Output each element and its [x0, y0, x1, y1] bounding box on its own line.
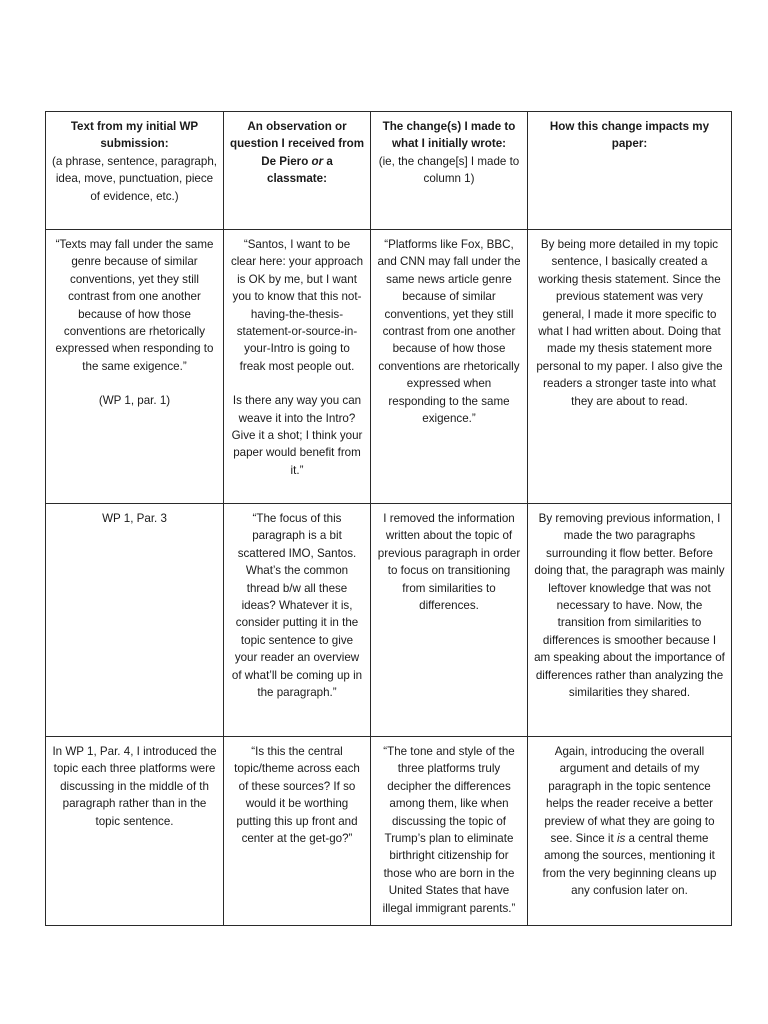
feedback-text-continued: Is there any way you can weave it into the Intro? Give it a shot; I think your paper would benefit from it.” — [231, 394, 363, 477]
impact-text-end: a central theme among the sources, mentioning it from the very beginning cleans up any confusion later on. — [542, 832, 717, 898]
original-citation: (WP 1, par. 1) — [98, 394, 171, 408]
cell-feedback — [224, 504, 371, 737]
cell-original — [46, 230, 224, 504]
header-changes — [371, 112, 528, 230]
cell-change — [371, 230, 528, 504]
header-observation-title-italic: or — [311, 154, 324, 168]
table-row — [46, 737, 732, 926]
original-text: “Texts may fall under the same genre because of similar conventions, yet they still contrast from one another because of how those conventions are rhetorically expressed when responding to the same exigence.” — [55, 238, 214, 373]
cell-feedback — [224, 737, 371, 926]
change-text: “The tone and style of the three platforms truly decipher the differences among them, like when discussing the topic of Trump’s plan to eliminate birthright citizenship for those who are born in the United States that have illegal immigrant parents.” — [382, 745, 516, 915]
header-initial-text — [46, 112, 224, 230]
cell-impact — [528, 230, 732, 504]
feedback-text: “Santos, I want to be clear here: your approach is OK by me, but I want you to know that this not-having-the-thesis-statement-or-source-in-your-Intro is going to freak most people out. — [230, 238, 364, 373]
impact-text-italic: is — [616, 832, 626, 846]
original-text: In WP 1, Par. 4, I introduced the topic each three platforms were discussing in the middle of th paragraph rather than in the topic sentence. — [52, 745, 217, 828]
header-observation-title-start: An observation or question I received from De Piero — [230, 120, 365, 168]
cell-feedback — [224, 230, 371, 504]
table-row — [46, 504, 732, 737]
impact-text — [534, 743, 725, 900]
cell-original — [46, 504, 224, 737]
change-text: I removed the information written about the topic of previous paragraph in order to focus on transitioning from similarities to differences. — [377, 512, 521, 613]
table-header-row — [46, 112, 732, 230]
header-changes-note: (ie, the change[s] I made to column 1) — [378, 154, 520, 186]
header-observation — [224, 112, 371, 230]
cell-change — [371, 737, 528, 926]
header-impact — [528, 112, 732, 230]
cell-original — [46, 737, 224, 926]
header-impact-title: How this change impacts my paper: — [549, 120, 710, 151]
header-initial-text-title: Text from my initial WP submission: — [70, 120, 199, 151]
revision-table — [45, 111, 732, 926]
impact-text: By being more detailed in my topic sentence, I basically created a working thesis statement. Since the previous statement was very general, I made it more specific to what I had written about. Doing that made my thesis statement more personal to my paper. I also give the readers a stronger taste into what they are about to read. — [536, 238, 723, 408]
header-observation-title-end: a classmate: — [267, 154, 333, 186]
header-initial-text-note: (a phrase, sentence, paragraph, idea, move, punctuation, piece of evidence, etc.) — [52, 154, 217, 203]
feedback-text: “The focus of this paragraph is a bit scattered IMO, Santos. What’s the common thread b/w all these ideas? Whatever it is, consider putting it in the topic sentence to give your reader an overview of what’ll be coming up in the paragraph.” — [231, 512, 363, 700]
feedback-text: “Is this the central topic/theme across each of these sources? If so would it be worthing putting this up front and center at the get-go?” — [234, 745, 360, 846]
cell-impact — [528, 504, 732, 737]
table-row — [46, 230, 732, 504]
cell-change — [371, 504, 528, 737]
header-changes-title: The change(s) I made to what I initially wrote: — [382, 120, 516, 151]
cell-impact — [528, 737, 732, 926]
original-text: WP 1, Par. 3 — [102, 512, 167, 525]
impact-text-start: Again, introducing the overall argument and details of my paragraph in the topic sentence helps the reader receive a better preview of what they are going to see. Since it — [544, 745, 715, 846]
header-observation-title — [230, 118, 364, 188]
impact-text: By removing previous information, I made the two paragraphs surrounding it flow better. Before doing that, the paragraph was mainly leftover knowledge that was not necessary to have. Now, the transition from similarities to differences is smoother because I am speaking about the importance of differences rather than analyzing the similarities they shared. — [534, 512, 725, 700]
change-text: “Platforms like Fox, BBC, and CNN may fall under the same news article genre because of similar conventions, yet they still contrast from one another because of how those conventions are rhetorically expressed when responding to the same exigence.” — [377, 238, 521, 426]
